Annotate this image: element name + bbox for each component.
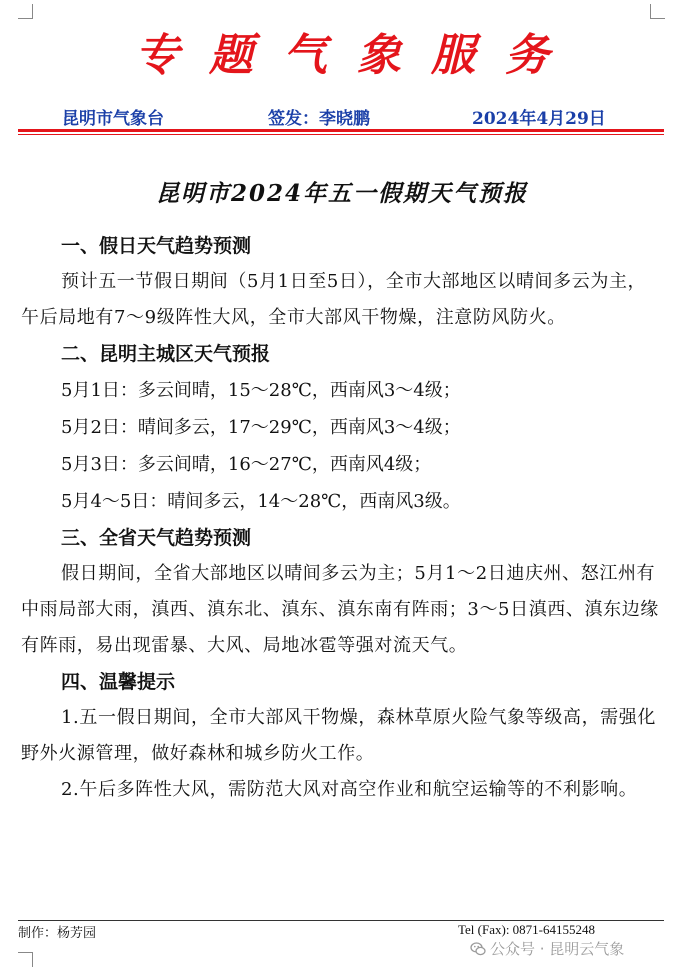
issuer-organization: 昆明市气象台 <box>62 109 164 129</box>
footer-contact: Tel (Fax): 0871-64155248 <box>458 922 596 937</box>
tip-paragraph: 2.午后多阵性大风，需防范大风对高空作业和航空运输等的不利影响。 <box>61 779 638 800</box>
document-body <box>21 228 663 808</box>
section-paragraph: 预计五一节假日期间（5月1日至5日），全市大部地区以晴间多云为主，午后局地有7～9级阵性大风，全市大部风干物燥，注意防风防火。 <box>21 271 647 328</box>
footer-divider <box>18 920 664 921</box>
issuer-signer: 签发：李晓鹏 <box>268 109 370 129</box>
header-divider-thin <box>18 134 664 135</box>
wechat-icon <box>470 941 486 957</box>
issue-date: 2024年4月29日 <box>472 109 606 129</box>
footer-producer: 制作：杨芳园 <box>18 926 97 941</box>
forecast-line: 5月2日：晴间多云，17～29℃，西南风3～4级； <box>61 417 461 438</box>
watermark-text: 公众号 · 昆明云气象 <box>490 940 625 958</box>
section-heading: 三、全省天气趋势预测 <box>61 527 252 549</box>
watermark <box>470 938 624 959</box>
section-heading: 四、温馨提示 <box>61 671 176 693</box>
forecast-line: 5月4～5日：晴间多云，14～28℃，西南风3级。 <box>61 491 461 512</box>
page-corner-mark <box>650 4 665 19</box>
forecast-line: 5月3日：多云间晴，16～27℃，西南风4级； <box>61 454 432 475</box>
issuer-line <box>0 104 684 128</box>
section-heading: 二、昆明主城区天气预报 <box>61 343 271 365</box>
section-paragraph: 假日期间，全省大部地区以晴间多云为主；5月1～2日迪庆州、怒江州有中雨局部大雨，滇西、滇东北、滇东、滇东南有阵雨；3～5日滇西、滇东边缘有阵雨，易出现雷暴、大风、局地冰雹等强对流天气。 <box>21 563 659 656</box>
page-corner-mark <box>18 952 33 967</box>
section-heading: 一、假日天气趋势预测 <box>61 235 252 257</box>
header-divider-thick <box>18 129 664 132</box>
page-corner-mark <box>18 4 33 19</box>
document-title: 昆明市2024年五一假期天气预报 <box>155 180 528 207</box>
banner-title: 专题气象服务 <box>135 30 579 81</box>
forecast-line: 5月1日：多云间晴，15～28℃，西南风3～4级； <box>61 380 461 401</box>
tip-paragraph: 1.五一假日期间，全市大部风干物燥，森林草原火险气象等级高，需强化野外火源管理，做好森林和城乡防火工作。 <box>21 707 656 764</box>
